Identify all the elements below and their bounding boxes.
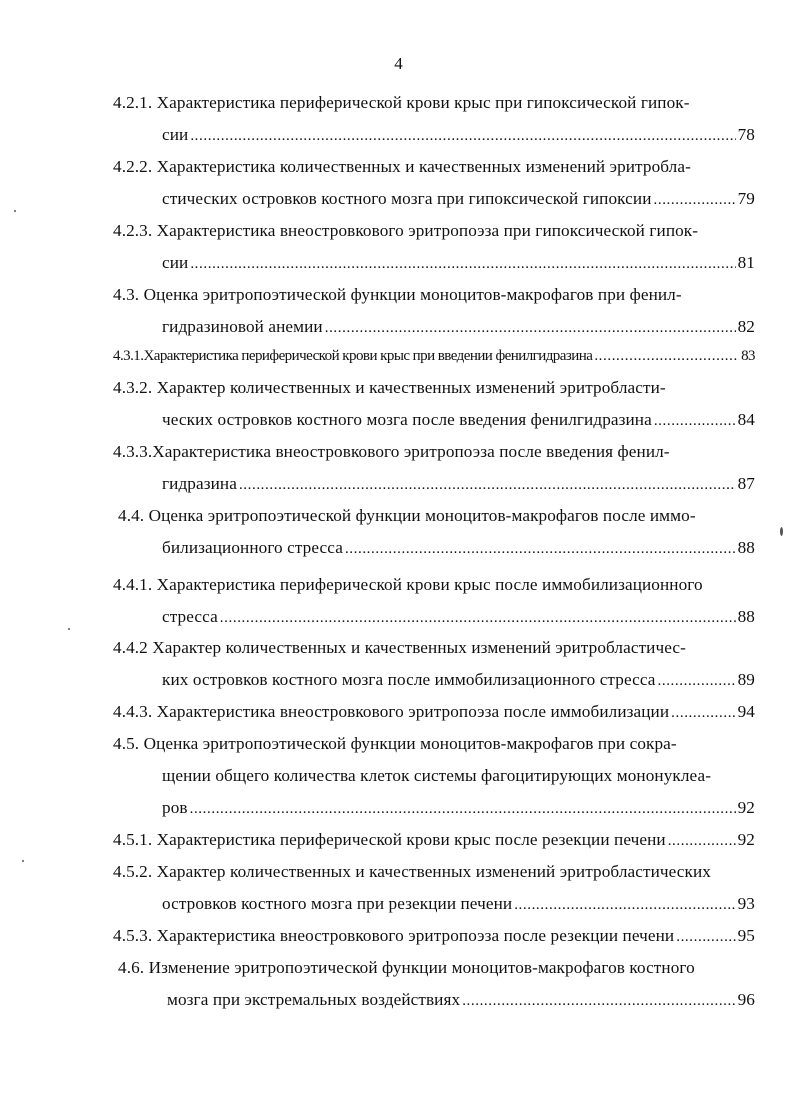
toc-line <box>113 221 698 241</box>
toc-leader-dots <box>190 799 736 819</box>
toc-entry <box>162 317 755 338</box>
toc-leader-dots <box>654 190 736 210</box>
toc-leader-dots <box>658 671 736 691</box>
toc-text: стических островков костного мозга при гипоксической гипоксии <box>162 189 652 208</box>
toc-line <box>113 575 703 595</box>
toc-line <box>113 638 686 658</box>
scan-speck <box>14 210 16 212</box>
toc-leader-dots <box>190 254 735 274</box>
toc-entry <box>162 125 755 146</box>
toc-text: гидразина <box>162 474 237 493</box>
toc-page-ref: 94 <box>737 702 755 721</box>
toc-text: островков костного мозга при резекции печени <box>162 894 513 913</box>
toc-text: 4.5.3. Характеристика внеостровкового эритропоэза после резекции печени <box>113 926 675 945</box>
toc-text: стресса <box>162 607 218 626</box>
toc-entry <box>113 702 755 723</box>
toc-text: 4.4.3. Характеристика внеостровкового эритропоэза после иммобилизации <box>113 702 670 721</box>
toc-text: 4.3.3.Характеристика внеостровкового эритропоэза после введения фенил- <box>113 442 670 461</box>
toc-entry <box>162 798 755 819</box>
toc-line <box>113 862 711 882</box>
toc-page-ref: 95 <box>737 926 755 945</box>
toc-leader-dots <box>668 831 736 851</box>
toc-text: 4.4.1. Характеристика периферической крови крыс после иммобилизационного <box>113 575 703 594</box>
toc-text: сии <box>162 253 189 272</box>
toc-leader-dots <box>676 927 735 947</box>
toc-page-ref: 78 <box>737 125 755 144</box>
toc-page-ref: 83 <box>741 348 755 364</box>
toc-entry <box>162 410 755 431</box>
toc-text: 4.6. Изменение эритропоэтической функции моноцитов-макрофагов костного <box>118 958 695 977</box>
toc-text: 4.4.2 Характер количественных и качественных изменений эритробластичес- <box>113 638 686 657</box>
scan-speck <box>780 527 783 536</box>
scan-speck <box>22 860 24 862</box>
toc-text: сии <box>162 125 189 144</box>
toc-line <box>118 506 696 526</box>
toc-text: ров <box>162 798 188 817</box>
toc-leader-dots <box>239 475 736 495</box>
toc-text: ческих островков костного мозга после введения фенилгидразина <box>162 410 652 429</box>
toc-entry <box>162 894 755 915</box>
toc-text: 4.5.1. Характеристика периферической крови крыс после резекции печени <box>113 830 666 849</box>
toc-leader-dots <box>654 411 736 431</box>
toc-entry <box>113 346 755 366</box>
toc-entry <box>162 670 755 691</box>
toc-page-ref: 93 <box>737 894 755 913</box>
toc-entry <box>113 830 755 851</box>
toc-text: 4.3.2. Характер количественных и качественных изменений эритробласти- <box>113 378 666 397</box>
toc-page-ref: 84 <box>737 410 755 429</box>
toc-leader-dots <box>594 346 739 366</box>
toc-entry <box>162 538 755 559</box>
toc-entry <box>162 607 755 628</box>
toc-text: 4.5. Оценка эритропоэтической функции моноцитов-макрофагов при сокра- <box>113 734 677 753</box>
toc-line <box>113 378 666 398</box>
toc-line <box>113 285 682 305</box>
toc-page-ref: 88 <box>737 607 755 626</box>
toc-leader-dots <box>462 991 735 1011</box>
toc-page-ref: 87 <box>737 474 755 493</box>
toc-page-ref: 92 <box>737 830 755 849</box>
toc-line <box>113 734 677 754</box>
toc-page-ref: 81 <box>737 253 755 272</box>
toc-leader-dots <box>514 895 735 915</box>
toc-leader-dots <box>345 539 736 559</box>
toc-entry <box>167 990 755 1011</box>
toc-page-ref: 96 <box>737 990 755 1009</box>
toc-leader-dots <box>671 703 735 723</box>
toc-entry <box>113 926 755 947</box>
toc-text: мозга при экстремальных воздействиях <box>167 990 461 1009</box>
toc-leader-dots <box>190 126 735 146</box>
toc-leader-dots <box>220 608 736 628</box>
toc-page-ref: 82 <box>737 317 755 336</box>
toc-line <box>113 442 670 462</box>
toc-page-ref: 92 <box>737 798 755 817</box>
toc-line <box>113 93 690 113</box>
toc-page-ref: 88 <box>737 538 755 557</box>
toc-entry <box>162 253 755 274</box>
toc-entry <box>162 474 755 495</box>
scan-speck <box>68 628 70 630</box>
toc-page-ref: 89 <box>737 670 755 689</box>
toc-text: 4.3.1.Характеристика периферической крови крыс при введении фенилгидразина <box>113 348 593 364</box>
toc-page-ref: 79 <box>737 189 755 208</box>
toc-text: билизационного стресса <box>162 538 343 557</box>
toc-entry <box>162 189 755 210</box>
toc-text: ких островков костного мозга после иммобилизационного стресса <box>162 670 656 689</box>
toc-text: 4.3. Оценка эритропоэтической функции моноцитов-макрофагов при фенил- <box>113 285 682 304</box>
toc-text: гидразиновой анемии <box>162 317 323 336</box>
toc-line <box>113 157 691 177</box>
toc-text: 4.5.2. Характер количественных и качественных изменений эритробластических <box>113 862 711 881</box>
toc-text: 4.2.3. Характеристика внеостровкового эритропоэза при гипоксической гипок- <box>113 221 699 240</box>
toc-text: 4.2.1. Характеристика периферической крови крыс при гипоксической гипок- <box>113 93 690 112</box>
toc-text: щении общего количества клеток системы фагоцитирующих мононуклеа- <box>162 766 712 785</box>
toc-line <box>118 958 695 978</box>
toc-text: 4.4. Оценка эритропоэтической функции моноцитов-макрофагов после иммо- <box>118 506 696 525</box>
toc-line <box>162 766 711 786</box>
toc-text: 4.2.2. Характеристика количественных и качественных изменений эритробла- <box>113 157 691 176</box>
page-number: 4 <box>394 54 403 73</box>
toc-leader-dots <box>325 318 736 338</box>
